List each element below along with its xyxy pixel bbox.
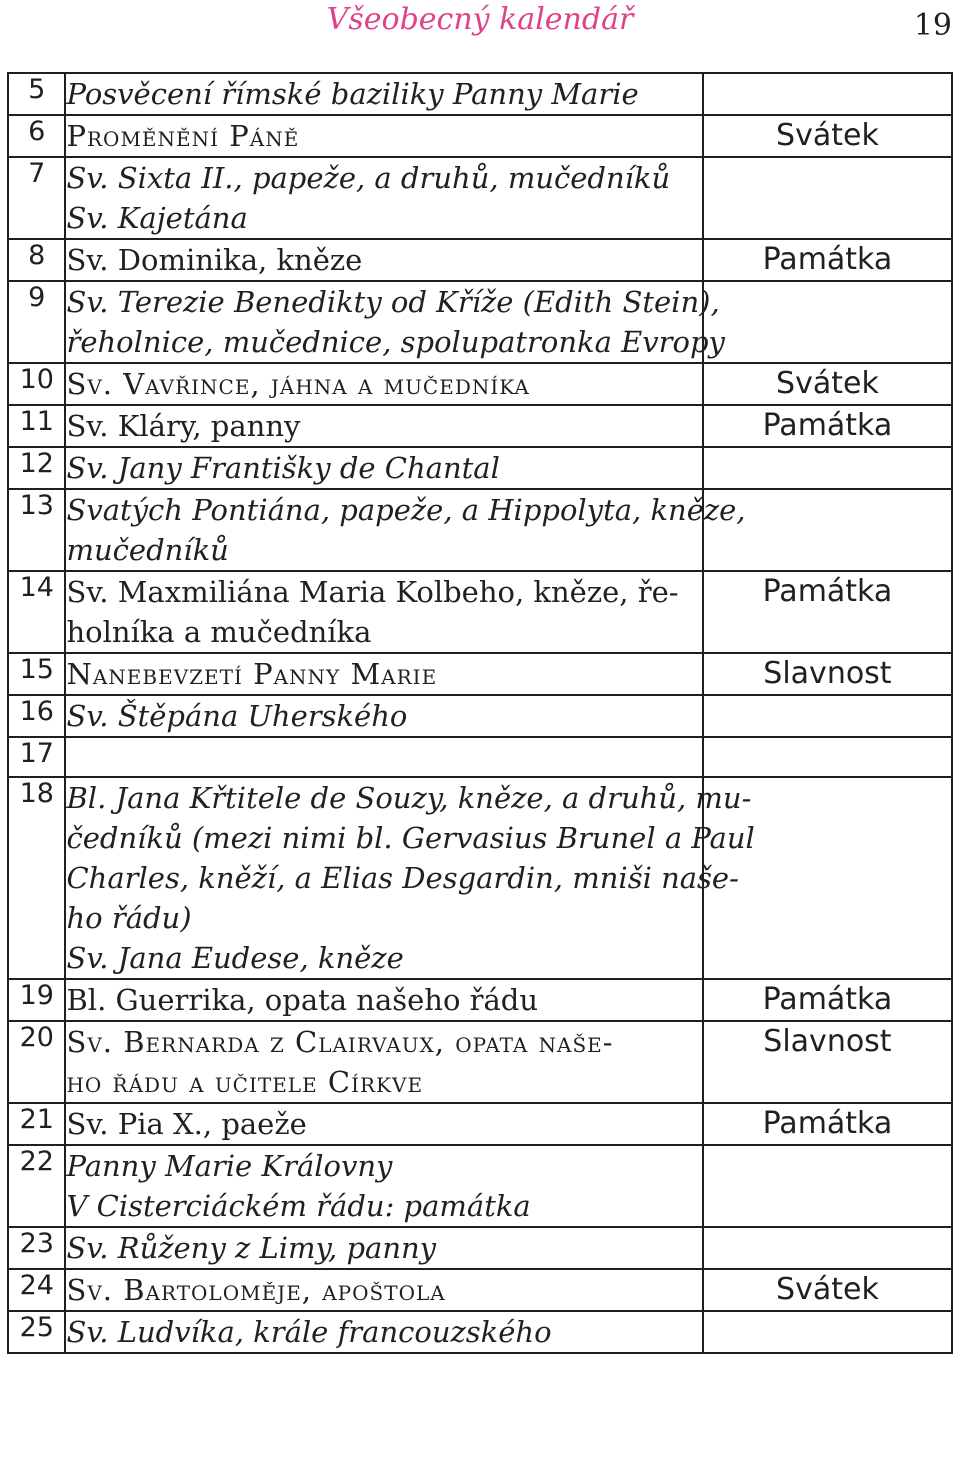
feast-name-line: Sv. Pia X., paeže — [66, 1107, 307, 1141]
feast-name-line: Bl. Guerrika, opata našeho řádu — [66, 983, 539, 1017]
feast-name-line: Sv. Vavřince, jáhna a mučedníka — [66, 367, 530, 401]
feast-name-line: Svatých Pontiána, papeže, a Hippolyta, kněze, — [66, 493, 746, 527]
calendar-row — [8, 1145, 952, 1227]
feast-name-line: Bl. Jana Křtitele de Souzy, kněze, a druhů, mu- — [66, 781, 752, 815]
feast-name — [65, 1145, 702, 1227]
feast-name-line: Sv. Růženy z Limy, panny — [66, 1231, 437, 1265]
feast-rank — [703, 73, 952, 115]
feast-rank: Památka — [703, 1103, 952, 1145]
feast-name-line: Sv. Štěpána Uherského — [66, 699, 408, 733]
day-number: 11 — [8, 405, 65, 447]
feast-rank — [703, 447, 952, 489]
feast-name-line: Sv. Maxmiliána Maria Kolbeho, kněze, ře- — [66, 575, 679, 609]
feast-rank — [703, 737, 952, 777]
calendar-row — [8, 777, 952, 979]
feast-name-line: holníka a mučedníka — [66, 615, 372, 649]
calendar-row — [8, 737, 952, 777]
day-number: 15 — [8, 653, 65, 695]
calendar-table — [7, 72, 953, 1354]
feast-name-line: Posvěcení římské baziliky Panny Marie — [66, 77, 639, 111]
feast-name — [65, 979, 702, 1021]
feast-name — [65, 489, 746, 571]
day-number: 7 — [8, 157, 65, 239]
calendar-row — [8, 489, 952, 571]
feast-name — [65, 281, 725, 363]
feast-name-line: Sv. Jany Františky de Chantal — [66, 451, 500, 485]
feast-name — [65, 447, 702, 489]
day-number: 16 — [8, 695, 65, 737]
calendar-row — [8, 571, 952, 653]
feast-name-line: Sv. Kláry, panny — [66, 409, 301, 443]
day-number: 24 — [8, 1269, 65, 1311]
feast-rank: Památka — [703, 239, 952, 281]
page-number: 19 — [913, 8, 952, 43]
feast-rank: Památka — [703, 979, 952, 1021]
feast-name — [65, 405, 702, 447]
page-header-title: Všeobecný kalendář — [326, 2, 634, 37]
calendar-row — [8, 979, 952, 1021]
feast-name — [65, 363, 702, 405]
calendar-row — [8, 695, 952, 737]
feast-name-line: mučedníků — [66, 533, 229, 567]
day-number: 6 — [8, 115, 65, 157]
calendar-row — [8, 157, 952, 239]
feast-name-line: Sv. Kajetána — [66, 201, 248, 235]
feast-rank: Památka — [703, 571, 952, 653]
calendar-row — [8, 281, 952, 363]
calendar-row — [8, 1021, 952, 1103]
day-number: 18 — [8, 777, 65, 979]
feast-rank — [703, 157, 952, 239]
feast-name — [65, 157, 702, 239]
feast-name-line: Sv. Bartoloměje, apoštola — [66, 1273, 446, 1307]
feast-name — [65, 1227, 702, 1269]
feast-rank: Slavnost — [703, 653, 952, 695]
calendar-row — [8, 1227, 952, 1269]
feast-name — [65, 1311, 702, 1353]
feast-rank — [703, 1311, 952, 1353]
feast-name — [65, 737, 702, 777]
feast-name-line: Charles, kněží, a Elias Desgardin, mniši naše- — [66, 861, 739, 895]
feast-name — [65, 653, 702, 695]
feast-rank — [703, 281, 952, 363]
feast-rank: Svátek — [703, 1269, 952, 1311]
feast-rank: Slavnost — [703, 1021, 952, 1103]
feast-name — [65, 115, 702, 157]
day-number: 14 — [8, 571, 65, 653]
day-number: 20 — [8, 1021, 65, 1103]
day-number: 9 — [8, 281, 65, 363]
feast-rank: Památka — [703, 405, 952, 447]
feast-name-line: ho řádu) — [66, 901, 192, 935]
feast-rank — [703, 1145, 952, 1227]
day-number: 17 — [8, 737, 65, 777]
calendar-row — [8, 1269, 952, 1311]
feast-name — [65, 777, 755, 979]
feast-name-line: Sv. Ludvíka, krále francouzského — [66, 1315, 552, 1349]
feast-name-line: V Cisterciáckém řádu: památka — [66, 1189, 531, 1223]
feast-rank: Svátek — [703, 363, 952, 405]
calendar-body — [8, 73, 952, 1353]
feast-name-line: Sv. Bernarda z Clairvaux, opata naše- — [66, 1025, 614, 1059]
feast-name-line: ho řádu a učitele Církve — [66, 1065, 424, 1099]
feast-name-line: Proměnění Páně — [66, 119, 300, 153]
feast-name — [65, 1103, 702, 1145]
day-number: 13 — [8, 489, 65, 571]
feast-name-line: Nanebevzetí Panny Marie — [66, 657, 438, 691]
feast-rank — [703, 1227, 952, 1269]
feast-name-line: Panny Marie Královny — [66, 1149, 393, 1183]
day-number: 23 — [8, 1227, 65, 1269]
feast-name-line: řeholnice, mučednice, spolupatronka Evropy — [66, 325, 725, 359]
day-number: 25 — [8, 1311, 65, 1353]
calendar-row — [8, 115, 952, 157]
feast-rank: Svátek — [703, 115, 952, 157]
feast-name-line: Sv. Sixta II., papeže, a druhů, mučedníků — [66, 161, 671, 195]
day-number: 21 — [8, 1103, 65, 1145]
day-number: 22 — [8, 1145, 65, 1227]
calendar-row — [8, 239, 952, 281]
day-number: 19 — [8, 979, 65, 1021]
day-number: 10 — [8, 363, 65, 405]
calendar-row — [8, 447, 952, 489]
day-number: 12 — [8, 447, 65, 489]
feast-name — [65, 239, 702, 281]
feast-name-line: Sv. Terezie Benedikty od Kříže (Edith Stein), — [66, 285, 720, 319]
feast-name — [65, 1021, 702, 1103]
day-number: 8 — [8, 239, 65, 281]
feast-name — [65, 571, 702, 653]
calendar-row — [8, 73, 952, 115]
calendar-row — [8, 405, 952, 447]
calendar-row — [8, 363, 952, 405]
calendar-row — [8, 653, 952, 695]
feast-name-line: Sv. Dominika, kněze — [66, 243, 363, 277]
feast-name-line: čedníků (mezi nimi bl. Gervasius Brunel a Paul — [66, 821, 755, 855]
feast-rank — [703, 695, 952, 737]
calendar-row — [8, 1311, 952, 1353]
calendar-row — [8, 1103, 952, 1145]
feast-name — [65, 695, 702, 737]
feast-name — [65, 73, 702, 115]
day-number: 5 — [8, 73, 65, 115]
feast-name — [65, 1269, 702, 1311]
feast-name-line: Sv. Jana Eudese, kněze — [66, 941, 404, 975]
